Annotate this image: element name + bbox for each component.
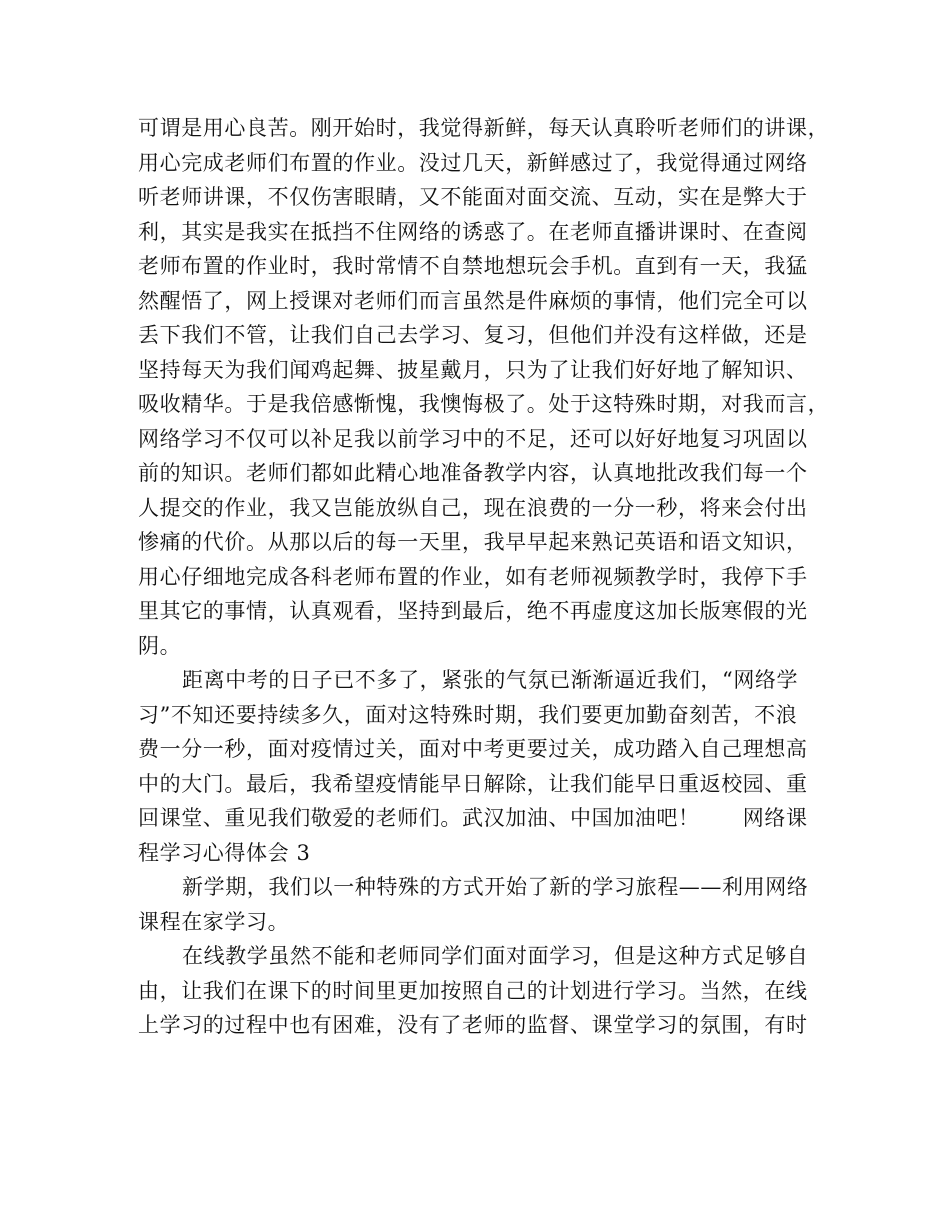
- text-line: 惨痛的代价。从那以后的每一天里，我早早起来熟记英语和语文知识，: [138, 530, 808, 554]
- text-line: 回课堂、重见我们敬爱的老师们。武汉加油、中国加油吧！ 网络课: [138, 806, 808, 830]
- body-text: [138, 111, 828, 1043]
- text-line: 课程在家学习。: [138, 909, 290, 934]
- text-line: 老师布置的作业时，我时常情不自禁地想玩会手机。直到有一天，我猛: [138, 254, 808, 278]
- text-line: 中的大门。最后，我希望疫情能早日解除，让我们能早日重返校园、重: [138, 771, 808, 796]
- text-line: 由，让我们在课下的时间里更加按照自己的计划进行学习。当然，在线: [138, 978, 808, 1003]
- text-line: 丢下我们不管，让我们自己去学习、复习，但他们并没有这样做，还是: [138, 323, 808, 347]
- text-line: 然醒悟了，网上授课对老师们而言虽然是件麻烦的事情，他们完全可以: [138, 288, 808, 313]
- text-line: 人提交的作业，我又岂能放纵自己，现在浪费的一分一秒，将来会付出: [138, 495, 808, 520]
- text-line: 吸收精华。于是我倍感惭愧，我懊悔极了。处于这特殊时期，对我而言，: [138, 392, 830, 416]
- text-line: 费一分一秒，面对疫情过关，面对中考更要过关，成功踏入自己理想高: [138, 737, 808, 761]
- text-line: 里其它的事情，认真观看，坚持到最后，绝不再虚度这加长版寒假的光: [138, 599, 808, 623]
- paragraph-start-line: 在线教学虽然不能和老师同学们面对面学习，但是这种方式足够自: [182, 944, 809, 968]
- text-line: 程学习心得体会 3: [138, 840, 311, 865]
- text-line: 阴。: [138, 633, 182, 658]
- paragraph-start-line: 新学期，我们以一种特殊的方式开始了新的学习旅程——利用网络: [182, 875, 809, 899]
- text-line: 可谓是用心良苦。刚开始时，我觉得新鲜，每天认真聆听老师们的讲课，: [138, 116, 830, 140]
- text-line: 利，其实是我实在抵挡不住网络的诱惑了。在老师直播讲课时、在查阅: [138, 219, 808, 244]
- text-line: 听老师讲课，不仅伤害眼睛，又不能面对面交流、互动，实在是弊大于: [138, 185, 808, 209]
- text-line: 前的知识。老师们都如此精心地准备教学内容，认真地批改我们每一个: [138, 461, 808, 485]
- text-line: 用心仔细地完成各科老师布置的作业，如有老师视频教学时，我停下手: [138, 564, 808, 589]
- paragraph-start-line: 距离中考的日子已不多了，紧张的气氛已渐渐逼近我们，“网络学: [182, 668, 799, 692]
- text-line: 用心完成老师们布置的作业。没过几天，新鲜感过了，我觉得通过网络: [138, 150, 808, 175]
- text-line: 坚持每天为我们闻鸡起舞、披星戴月，只为了让我们好好地了解知识、: [138, 357, 808, 382]
- text-line: 网络学习不仅可以补足我以前学习中的不足，还可以好好地复习巩固以: [138, 426, 808, 451]
- text-line: 习”不知还要持续多久，面对这特殊时期，我们要更加勤奋刻苦，不浪: [138, 702, 798, 727]
- text-line: 上学习的过程中也有困难，没有了老师的监督、课堂学习的氛围，有时: [138, 1013, 808, 1037]
